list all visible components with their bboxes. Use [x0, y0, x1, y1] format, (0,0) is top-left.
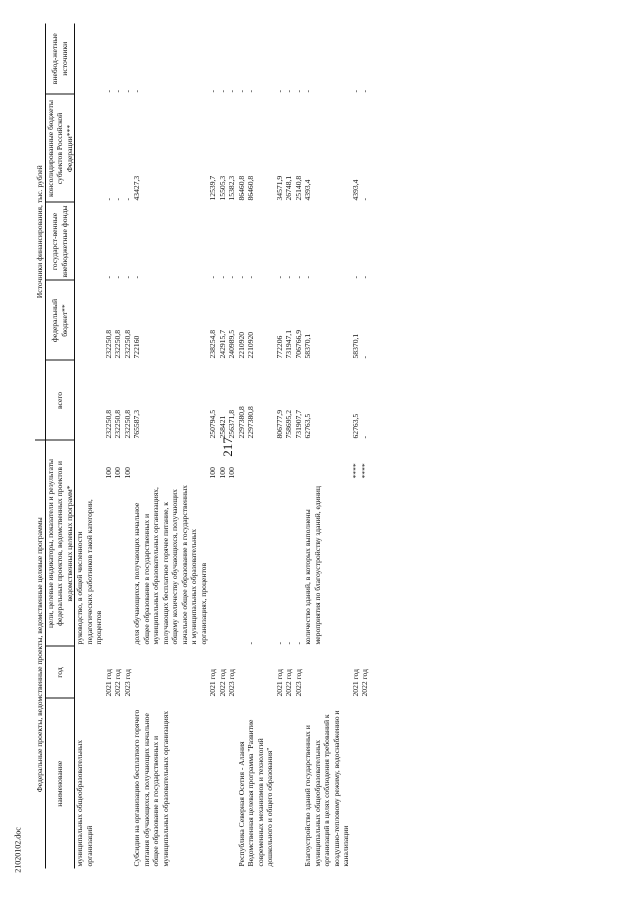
row-indicator-value — [237, 440, 247, 480]
row-total: 765587,3 — [132, 410, 141, 439]
row-name — [113, 699, 123, 869]
row-indicator-value — [275, 440, 285, 480]
row-indicator-value: 100 — [217, 467, 227, 479]
row-name — [360, 699, 370, 869]
row-total: 232250,8 — [113, 410, 122, 439]
row-state-funds: - — [303, 275, 312, 279]
row-indicator-value — [246, 440, 275, 480]
row-extra: - — [360, 89, 369, 93]
row-regional: 15382,3 — [227, 175, 236, 201]
row-extra: - — [122, 89, 132, 93]
row-indicator — [218, 481, 228, 647]
row-federal: 722160 — [132, 335, 141, 359]
table-row — [113, 23, 123, 868]
row-total: 758695,2 — [284, 410, 293, 439]
table-row — [294, 23, 304, 868]
row-state-funds: - — [217, 275, 227, 279]
row-federal — [75, 280, 104, 360]
row-regional: - — [113, 197, 122, 201]
row-indicator-value: **** — [360, 463, 369, 479]
row-state-funds: - — [246, 275, 255, 279]
row-year — [237, 647, 247, 699]
table-row — [218, 23, 228, 868]
row-federal: 58370,1 — [350, 333, 360, 359]
table-row — [284, 23, 294, 868]
row-state-funds: - — [350, 275, 360, 279]
row-name: муниципальных общеобразовательных организаций — [75, 740, 94, 867]
footer-doc-id: 21020102.doc — [13, 827, 23, 873]
row-year: 2022 год — [360, 669, 369, 697]
financing-table — [35, 23, 370, 868]
table-body — [75, 23, 370, 868]
table-row — [246, 23, 275, 868]
group-title: Федеральные проекты, ведомственные проекты, ведомственные целевые программы — [35, 440, 45, 868]
row-extra: - — [103, 89, 113, 93]
row-name — [123, 699, 133, 869]
row-year: 2023 год — [293, 669, 303, 697]
row-indicator — [227, 481, 237, 647]
col-header-state-funds: государст-венные внебюджетные фонды — [45, 202, 75, 280]
table-row — [275, 23, 285, 868]
row-total: - — [360, 435, 369, 439]
row-extra: - — [227, 89, 236, 93]
row-state-funds: - — [227, 275, 236, 279]
row-indicator-value: 100 — [113, 467, 122, 479]
row-year: 2022 год — [217, 669, 227, 697]
row-indicator: - — [274, 641, 284, 645]
row-year — [75, 647, 104, 699]
table-row — [360, 23, 370, 868]
col-header-name: наименование — [45, 699, 75, 869]
row-year — [132, 647, 208, 699]
row-federal: 772206 — [274, 335, 284, 359]
row-extra: - — [284, 89, 293, 93]
row-total: 2297380,8 — [246, 406, 255, 439]
table-row — [132, 23, 208, 868]
row-federal: 731947,1 — [284, 330, 293, 359]
row-regional: 34571,9 — [274, 175, 284, 201]
row-federal: 232250,8 — [122, 330, 132, 359]
row-indicator — [104, 481, 114, 647]
table-row — [351, 23, 361, 868]
row-federal: 2210920 — [236, 331, 246, 359]
row-state-funds — [75, 202, 104, 280]
row-federal: 232250,8 — [113, 330, 122, 359]
row-indicator — [360, 481, 370, 647]
row-extra: - — [113, 89, 122, 93]
row-name — [208, 699, 218, 869]
row-indicator: - — [246, 641, 255, 645]
row-regional: 43427,3 — [132, 175, 141, 201]
table-row — [208, 23, 218, 868]
col-header-regional: консолидированные бюджеты субъектов Российской Федерации*** — [45, 94, 75, 202]
row-state-funds: - — [103, 275, 113, 279]
row-federal: 2210920 — [246, 331, 255, 359]
row-name: Субсидии на организацию бесплатного горячего питания обучающихся, получающих начальное общее образование в государственных и муниципальных образовательных организациях — [132, 709, 170, 867]
row-indicator-value: 100 — [103, 467, 113, 479]
row-regional: - — [103, 197, 113, 201]
col-header-total: всего — [45, 360, 75, 440]
row-extra — [75, 23, 104, 94]
row-name — [104, 699, 114, 869]
row-year: 2023 год — [227, 669, 236, 697]
table-row — [75, 23, 104, 868]
row-year: 2021 год — [103, 669, 113, 697]
table-row — [123, 23, 133, 868]
row-year — [303, 647, 351, 699]
row-indicator-value: 100 — [122, 467, 132, 479]
row-total: 250794,5 — [208, 410, 217, 439]
row-name — [218, 699, 228, 869]
row-year: 2021 год — [274, 669, 284, 697]
row-federal: 58370,1 — [303, 333, 312, 359]
row-total: 806777,9 — [274, 410, 284, 439]
row-indicator-value — [303, 440, 351, 480]
col-header-extra: внебюд-жетные источники — [45, 23, 75, 94]
row-extra: - — [303, 89, 312, 93]
row-regional — [75, 94, 104, 202]
row-indicator — [113, 481, 123, 647]
row-year: 2021 год — [208, 669, 217, 697]
row-extra: - — [274, 89, 284, 93]
row-indicator-value — [132, 440, 208, 480]
row-regional: 4393,4 — [303, 179, 312, 201]
col-header-indicators: цели, целевые индикаторы, показатели и результаты федеральных проектов, ведомственных проектов и ведомственных целевых программ* — [45, 440, 75, 646]
row-regional: 25140,8 — [293, 175, 303, 201]
row-total: 2297380,8 — [236, 406, 246, 439]
row-year: 2022 год — [284, 669, 293, 697]
row-federal: 706766,9 — [293, 330, 303, 359]
row-indicator-value — [284, 440, 294, 480]
row-total: 232250,8 — [122, 410, 132, 439]
row-total: 232250,8 — [103, 410, 113, 439]
col-header-year: год — [45, 647, 75, 699]
row-state-funds: - — [284, 275, 293, 279]
row-federal: 232250,8 — [103, 330, 113, 359]
row-indicator — [237, 481, 247, 647]
row-federal: 238254,8 — [208, 330, 217, 359]
row-state-funds: - — [113, 275, 122, 279]
table-row — [303, 23, 351, 868]
row-name: Республика Северная Осетия - Алания — [236, 741, 246, 867]
row-extra: - — [236, 89, 246, 93]
row-name — [275, 699, 285, 869]
row-extra: - — [217, 89, 227, 93]
row-regional: 4393,4 — [350, 179, 360, 201]
row-regional: 12539,7 — [208, 175, 217, 201]
row-federal: 240989,5 — [227, 330, 236, 359]
row-total: 62763,5 — [350, 413, 360, 439]
rotated-table-sheet — [35, 24, 625, 869]
row-name — [284, 699, 294, 869]
table-row — [104, 23, 114, 868]
row-year: 2021 год — [350, 669, 360, 697]
row-federal: 242915,7 — [217, 330, 227, 359]
table-row — [237, 23, 247, 868]
row-total: 731907,7 — [293, 410, 303, 439]
row-extra: - — [132, 89, 141, 93]
row-name: Благоустройство зданий государственных и муниципальных общеобразовательных организаций в целях соблюдения требований к воздушно-тепловому режиму, водоснабжению и канализации — [303, 710, 350, 867]
row-indicator-value — [294, 440, 304, 480]
row-year: 2023 год — [122, 669, 132, 697]
table-row — [227, 23, 237, 868]
col-header-federal: федеральный бюджет** — [45, 280, 75, 360]
row-regional: 26748,1 — [284, 175, 293, 201]
table-header — [35, 23, 75, 868]
row-indicator-value: 100 — [208, 467, 217, 479]
row-name — [294, 699, 304, 869]
row-total: 258421 — [217, 415, 227, 439]
row-state-funds: - — [360, 275, 369, 279]
row-indicator — [351, 481, 361, 647]
row-total: 62763,5 — [303, 413, 312, 439]
row-state-funds: - — [293, 275, 303, 279]
row-regional: 86460,8 — [246, 175, 255, 201]
row-indicator: руководство, в общей численности педагогических работников такой категории, процентов — [75, 499, 103, 645]
row-name: Ведомственная целевая программа "Развитие современных механизмов и технологий дошкольного и общего образования" — [246, 719, 274, 867]
row-state-funds: - — [236, 275, 246, 279]
row-regional: - — [360, 197, 369, 201]
row-indicator: - — [284, 641, 293, 645]
row-indicator — [208, 481, 218, 647]
row-year: 2022 год — [113, 669, 122, 697]
row-state-funds: - — [208, 275, 217, 279]
row-federal: - — [360, 355, 369, 359]
row-extra: - — [350, 89, 360, 93]
row-indicator-value: **** — [350, 463, 360, 479]
row-total — [75, 360, 104, 440]
row-regional: 86460,8 — [236, 175, 246, 201]
row-extra: - — [208, 89, 217, 93]
row-extra: - — [293, 89, 303, 93]
row-indicator: количество зданий, в которых выполнены мероприятия по благоустройству зданий, единиц — [303, 486, 322, 645]
page-number: 217 — [220, 437, 235, 457]
row-name — [227, 699, 237, 869]
row-year — [246, 647, 275, 699]
row-state-funds: - — [122, 275, 132, 279]
row-indicator: доля обучающихся, получающих начальное общее образование в государственных и муниципальных образовательных организациях, получающих бесплатное горячее питание, к общему количеству обучающихся, получающих начальное общее образование в государственных и муниципальных образовательных организациях, процентов — [132, 485, 208, 645]
row-total: 256371,8 — [227, 410, 236, 439]
row-name — [351, 699, 361, 869]
row-indicator — [123, 481, 133, 647]
row-regional: - — [122, 197, 132, 201]
row-indicator-value: 100 — [227, 467, 236, 479]
row-extra: - — [246, 89, 255, 93]
row-regional: 15505,3 — [217, 175, 227, 201]
row-state-funds: - — [132, 275, 141, 279]
row-indicator-value — [75, 440, 104, 480]
funding-title: Источники финансирования, тыс. рублей — [35, 23, 45, 440]
row-indicator: - — [293, 641, 303, 645]
row-state-funds: - — [274, 275, 284, 279]
